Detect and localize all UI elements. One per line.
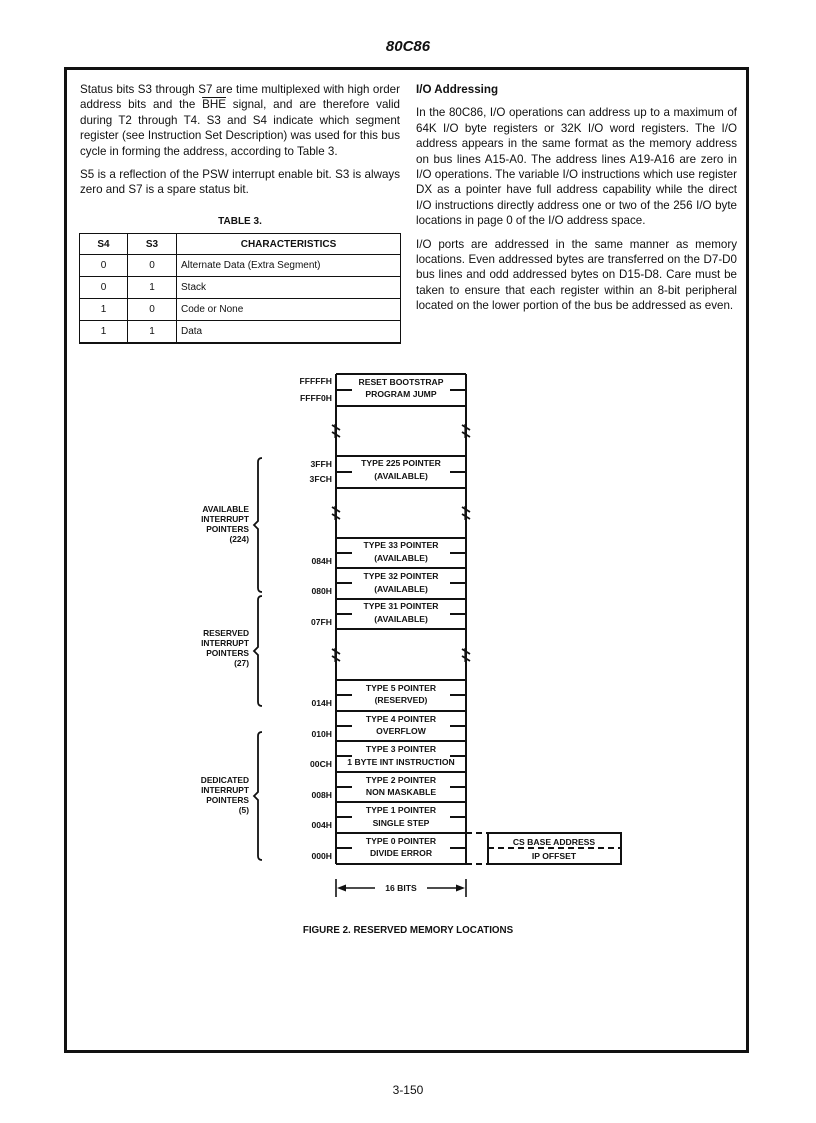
type31-line1: TYPE 31 POINTER	[363, 601, 439, 611]
reserved-label-1: RESERVED	[203, 628, 249, 638]
type5-line1: TYPE 5 POINTER	[365, 683, 437, 693]
io-addressing-paragraph-1: In the 80C86, I/O operations can address up to a maximum of 64K I/O byte registers or 32K I/O word registers. The I/O address appears in the same format as the memory address on bus lines A15-A0. The address lines A19-A16 are zero in I/O operations. The variable I/O instructions which use register DX as a pointer have full address capability while the direct I/O instructions directly address one or two of the 256 I/O byte locations in page 0 of the I/O address space.	[416, 106, 737, 228]
address-010h: 010H	[311, 729, 332, 739]
cell-s4: 0	[80, 277, 128, 299]
page-number: 3-150	[392, 1083, 424, 1097]
dedicated-label-2: INTERRUPT	[201, 785, 249, 795]
reserved-label-4: (27)	[234, 658, 249, 668]
reserved-label-2: INTERRUPT	[201, 638, 249, 648]
address-07fh: 07FH	[310, 617, 332, 627]
figure-caption: FIGURE 2. RESERVED MEMORY LOCATIONS	[302, 925, 514, 936]
cell-s3: 0	[128, 255, 177, 277]
status-bits-text-2: signal, and are therefore valid during T2 through T4. S3 and S4 indicate which segment register (see Instruction Set Description) was used for this bus cycle in forming the address, according to Table 3.	[80, 98, 401, 158]
cell-s3: 1	[128, 277, 177, 299]
type3-line2: 1 BYTE INT INSTRUCTION	[347, 757, 455, 767]
type33-line1: TYPE 33 POINTER	[363, 540, 439, 550]
available-label-2: INTERRUPT	[201, 514, 249, 524]
type32-line1: TYPE 32 POINTER	[363, 571, 439, 581]
address-fffffh: FFFFFH	[299, 376, 332, 386]
reset-box-line1: RESET BOOTSTRAP	[358, 377, 444, 387]
address-008h: 008H	[311, 790, 332, 800]
type3-line1: TYPE 3 POINTER	[365, 744, 437, 754]
address-004h: 004H	[311, 820, 332, 830]
address-3ffh: 3FFH	[310, 459, 332, 469]
ip-offset-label: IP OFFSET	[531, 851, 577, 861]
col-header-s4: S4	[80, 234, 128, 255]
s5-paragraph: S5 is a reflection of the PSW interrupt enable bit. S3 is always zero and S7 is a spare status bit.	[80, 168, 400, 197]
bhe-signal: $\overline{BHE}$	[202, 98, 226, 112]
header-title: 80C86	[385, 38, 431, 55]
cs-base-label: CS BASE ADDRESS	[512, 837, 596, 847]
type33-line2: (AVAILABLE)	[374, 553, 428, 563]
available-label-4: (224)	[229, 534, 249, 544]
cell-s4: 1	[80, 299, 128, 321]
type2-line1: TYPE 2 POINTER	[365, 775, 437, 785]
type1-line2: SINGLE STEP	[372, 818, 430, 828]
cell-s3: 0	[128, 299, 177, 321]
reserved-label-3: POINTERS	[206, 648, 249, 658]
address-ffff0h: FFFF0H	[300, 393, 332, 403]
type4-line2: OVERFLOW	[376, 726, 426, 736]
col-header-characteristics: CHARACTERISTICS	[177, 234, 401, 255]
available-label-1: AVAILABLE	[202, 504, 249, 514]
address-084h: 084H	[311, 556, 332, 566]
io-addressing-heading: I/O Addressing	[416, 83, 499, 96]
cell-characteristics: Stack	[177, 277, 401, 299]
type32-line2: (AVAILABLE)	[374, 584, 428, 594]
cell-s4: 0	[80, 255, 128, 277]
reset-box-line2: PROGRAM JUMP	[365, 389, 437, 399]
type0-line1: TYPE 0 POINTER	[365, 836, 437, 846]
type1-line1: TYPE 1 POINTER	[365, 805, 437, 815]
cell-characteristics: Alternate Data (Extra Segment)	[177, 255, 401, 277]
cell-s4: 1	[80, 321, 128, 344]
group-braces	[254, 458, 262, 860]
available-label-3: POINTERS	[206, 524, 249, 534]
address-000h: 000H	[311, 851, 332, 861]
col-header-s3: S3	[128, 234, 177, 255]
address-3fch: 3FCH	[309, 474, 332, 484]
dedicated-label-1: DEDICATED	[200, 775, 249, 785]
dedicated-label-4: (5)	[238, 805, 249, 815]
cell-s3: 1	[128, 321, 177, 344]
type225-line1: TYPE 225 POINTER	[361, 458, 441, 468]
table3-caption: TABLE 3.	[218, 216, 262, 227]
cell-characteristics: Data	[177, 321, 401, 344]
dedicated-label-3: POINTERS	[206, 795, 249, 805]
type5-line2: (RESERVED)	[374, 695, 428, 705]
type31-line2: (AVAILABLE)	[374, 614, 428, 624]
type0-line2: DIVIDE ERROR	[369, 848, 433, 858]
cell-characteristics: Code or None	[177, 299, 401, 321]
io-addressing-paragraph-2: I/O ports are addressed in the same manner as memory locations. Even addressed bytes are transferred on the D7-D0 bus lines and odd addressed bytes on D15-D8. Care must be taken to ensure that each register within an 8-bit peripheral located on the lower portion of the bus be addressed as even.	[416, 237, 737, 313]
status-bits-text-1: Status bits S3 through S7 are time multiplexed with high order address bits and the	[80, 83, 400, 112]
address-014h: 014H	[311, 698, 332, 708]
type225-line2: (AVAILABLE)	[374, 471, 428, 481]
address-080h: 080H	[311, 586, 332, 596]
address-00ch: 00CH	[310, 759, 332, 769]
type4-line1: TYPE 4 POINTER	[365, 714, 437, 724]
width-label: 16 BITS	[385, 883, 417, 893]
type2-line2: NON MASKABLE	[365, 787, 437, 797]
